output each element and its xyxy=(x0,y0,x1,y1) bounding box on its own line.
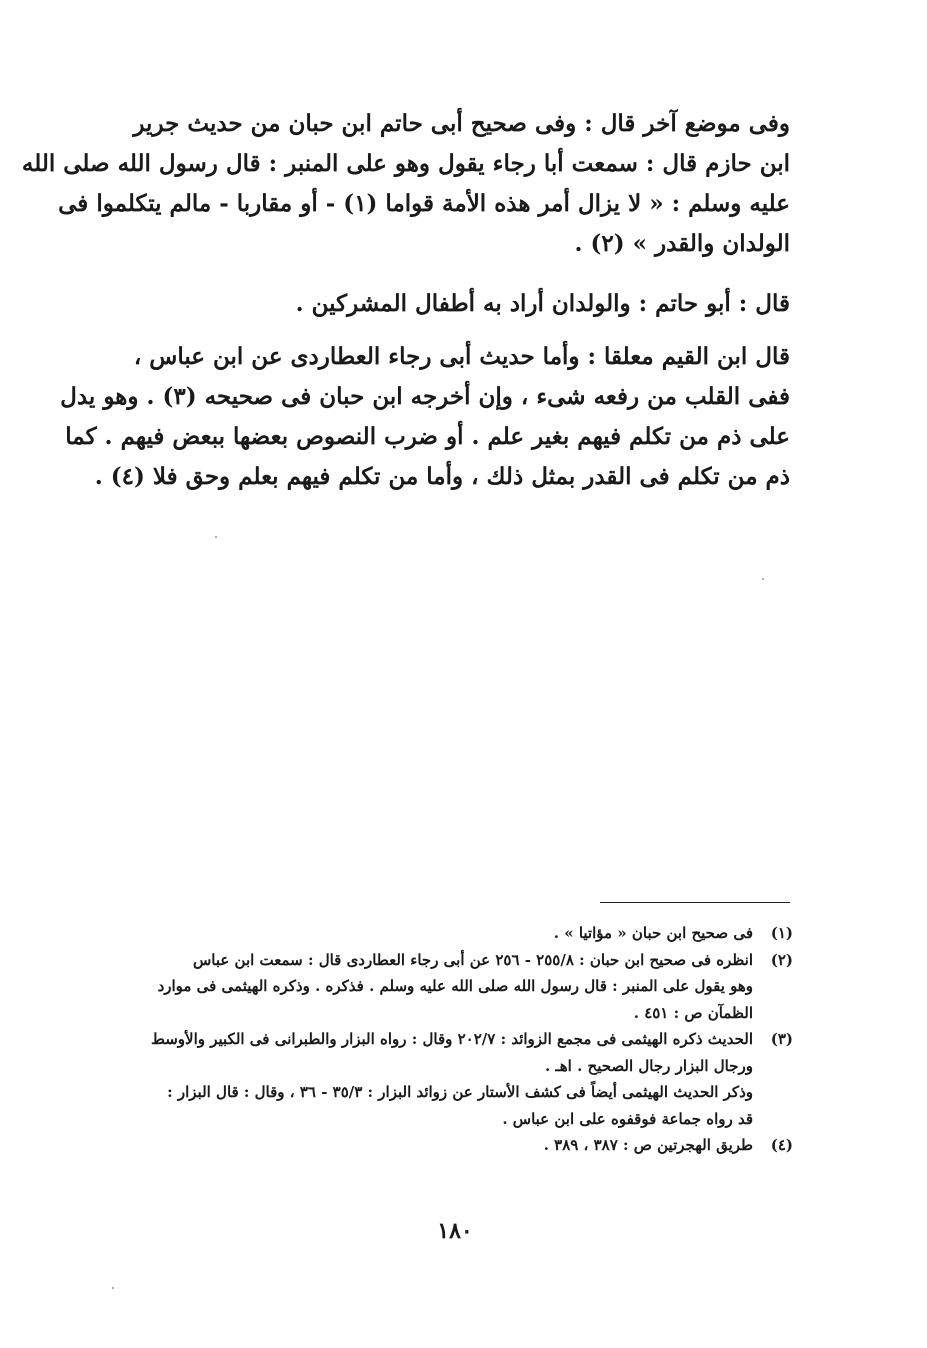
paragraph-ibn-qayyim xyxy=(60,337,790,497)
paragraph-abu-hatim xyxy=(100,284,790,324)
footnote-line: وهو يقول على المنبر : قال رسول الله صلى الله عليه وسلم . فذكره . وذكره الهيثمى فى موارد xyxy=(157,977,753,995)
footnote-line: انظره فى صحيح ابن حبان : ٢٥٥/٨ - ٢٥٦ عن أبى رجاء العطاردى قال : سمعت ابن عباس xyxy=(192,950,753,969)
body-line: قال : أبو حاتم : والولدان أراد به أطفال المشركين . xyxy=(295,290,790,317)
footnote-divider xyxy=(600,902,790,903)
scan-speck xyxy=(112,1287,114,1289)
footnote-line: الظمآن ص : ٤٥١ . xyxy=(633,1003,753,1022)
footnote-number: (١) xyxy=(770,924,793,942)
body-line: ففى القلب من رفعه شىء ، وإن أخرجه ابن حبان فى صحيحه (٣) . وهو يدل xyxy=(60,383,790,410)
body-line: ابن حازم قال : سمعت أبا رجاء يقول وهو على المنبر : قال رسول الله صلى الله xyxy=(21,150,790,177)
footnote-line: قد رواه جماعة فوقفوه على ابن عباس . xyxy=(502,1109,753,1128)
footnote-2 xyxy=(96,947,793,1027)
paragraph-hadith-jarir xyxy=(21,104,790,264)
scan-speck xyxy=(762,578,764,580)
footnote-line: فى صحيح ابن حبان « مؤاتيا » . xyxy=(553,924,753,942)
footnote-number: (٣) xyxy=(770,1030,793,1048)
footnote-line: طريق الهجرتين ص : ٣٨٧ ، ٣٨٩ . xyxy=(543,1136,753,1154)
body-line: الولدان والقدر » (٢) . xyxy=(574,230,790,257)
footnote-line: وذكر الحديث الهيثمى أيضاً فى كشف الأستار عن زوائد البزار : ٣٥/٣ - ٣٦ ، وقال : قال البزار : xyxy=(167,1083,753,1101)
footnote-number: (٤) xyxy=(770,1136,793,1154)
footnotes-section xyxy=(96,920,793,1159)
scan-speck xyxy=(215,536,217,538)
body-line: عليه وسلم : « لا يزال أمر هذه الأمة قواما (١) - أو مقاربا - مالم يتكلموا فى xyxy=(58,190,790,217)
body-line: وفى موضع آخر قال : وفى صحيح أبى حاتم ابن حبان من حديث جرير xyxy=(133,110,790,137)
footnote-3 xyxy=(96,1026,793,1132)
body-line: قال ابن القيم معلقا : وأما حديث أبى رجاء العطاردى عن ابن عباس ، xyxy=(133,343,790,370)
body-line: على ذم من تكلم فيهم بغير علم . أو ضرب النصوص بعضها ببعض فيهم . كما xyxy=(65,423,790,450)
footnote-line: ورجال البزار رجال الصحيح . اهـ . xyxy=(544,1056,753,1075)
footnote-4 xyxy=(96,1132,793,1159)
body-line: ذم من تكلم فى القدر بمثل ذلك ، وأما من تكلم فيهم بعلم وحق فلا (٤) . xyxy=(94,463,790,490)
footnote-1 xyxy=(96,920,793,947)
page-number: ١٨٠ xyxy=(437,1218,473,1244)
footnote-line: الحديث ذكره الهيثمى فى مجمع الزوائد : ٢٠٢/٧ وقال : رواه البزار والطبرانى فى الكبير والأوسط xyxy=(150,1030,753,1048)
footnote-number: (٢) xyxy=(770,950,793,969)
